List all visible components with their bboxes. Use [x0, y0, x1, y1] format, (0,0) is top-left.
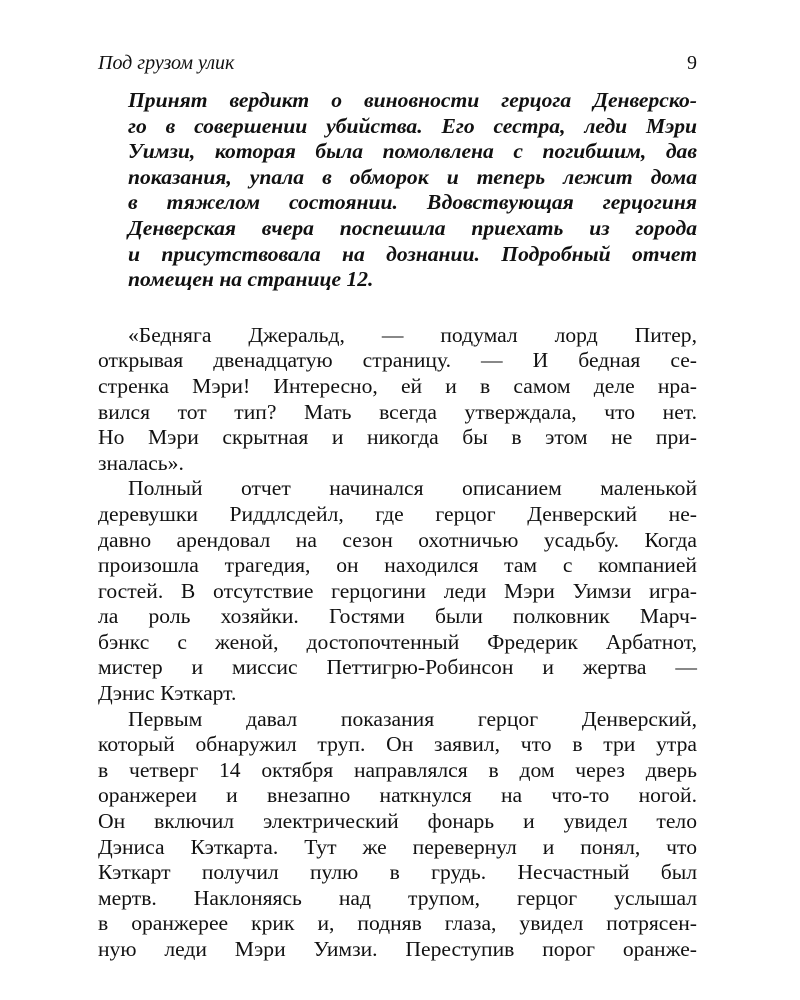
quote-line: Уимзи, которая была помолвлена с погибшим, дав [128, 139, 697, 164]
body-text [98, 323, 697, 963]
text-line: «Бедняга Джеральд, — подумал лорд Питер, [128, 322, 697, 347]
text-line: который обнаружил труп. Он заявил, что в три утра [98, 732, 697, 757]
text-line: вился тот тип? Мать всегда утверждала, что нет. [98, 399, 697, 424]
paragraph-2 [98, 476, 697, 706]
quote-line: Денверская вчера поспешила приехать из города [128, 215, 697, 240]
text-line: деревушки Риддлсдейл, где герцог Денверский не- [98, 501, 697, 526]
running-head [98, 48, 697, 78]
paragraph-3 [98, 707, 697, 963]
quote-line: и присутствовала на дознании. Подробный отчет [128, 241, 697, 266]
text-line: Дэниса Кэткарта. Тут же перевернул и понял, что [98, 834, 697, 859]
text-line: гостей. В отсутствие герцогини леди Мэри Уимзи игра- [98, 578, 697, 603]
text-line: мистер и миссис Петтигрю-Робинсон и жертва — [98, 655, 697, 680]
text-line: Первым давал показания герцог Денверский, [128, 706, 697, 731]
text-line: Он включил электрический фонарь и увидел тело [98, 809, 697, 834]
paragraph-1 [98, 323, 697, 477]
text-line: Но Мэри скрытная и никогда бы в этом не при- [98, 425, 697, 450]
running-title: Под грузом улик [98, 52, 235, 74]
text-line: ную леди Мэри Уимзи. Переступив порог оранже- [98, 937, 697, 961]
book-page [98, 48, 697, 963]
text-line: оранжереи и внезапно наткнулся на что-то ногой. [98, 783, 697, 808]
quote-line: показания, упала в обморок и теперь лежит дома [128, 164, 697, 189]
quote-line: го в совершении убийства. Его сестра, леди Мэри [128, 113, 697, 138]
page-number: 9 [687, 52, 697, 74]
text-line: мертв. Наклоняясь над трупом, герцог услышал [98, 885, 697, 910]
text-line: открывая двенадцатую страницу. — И бедная се- [98, 348, 697, 373]
text-line: зналась». [98, 450, 184, 475]
text-line: ла роль хозяйки. Гостями были полковник Марч- [98, 604, 697, 629]
quote-line: Принят вердикт о виновности герцога Денверско- [128, 88, 697, 112]
text-line: в четверг 14 октября направлялся в дом через дверь [98, 757, 697, 782]
text-line: в оранжерее крик и, подняв глаза, увидел потрясен- [98, 911, 697, 936]
text-line: стренка Мэри! Интересно, ей и в самом деле нра- [98, 373, 697, 398]
text-line: Кэткарт получил пулю в грудь. Несчастный был [98, 860, 697, 885]
quote-line: в тяжелом состоянии. Вдовствующая герцогиня [128, 190, 697, 215]
quote-line: помещен на странице 12. [128, 267, 374, 292]
text-line: произошла трагедия, он находился там с компанией [98, 553, 697, 578]
text-line: Дэнис Кэткарт. [98, 681, 237, 706]
text-line: бэнкс с женой, достопочтенный Фредерик Арбатнот, [98, 629, 697, 654]
newspaper-quote [128, 88, 697, 293]
text-line: давно арендовал на сезон охотничью усадьбу. Когда [98, 527, 697, 552]
text-line: Полный отчет начинался описанием маленькой [128, 476, 697, 501]
